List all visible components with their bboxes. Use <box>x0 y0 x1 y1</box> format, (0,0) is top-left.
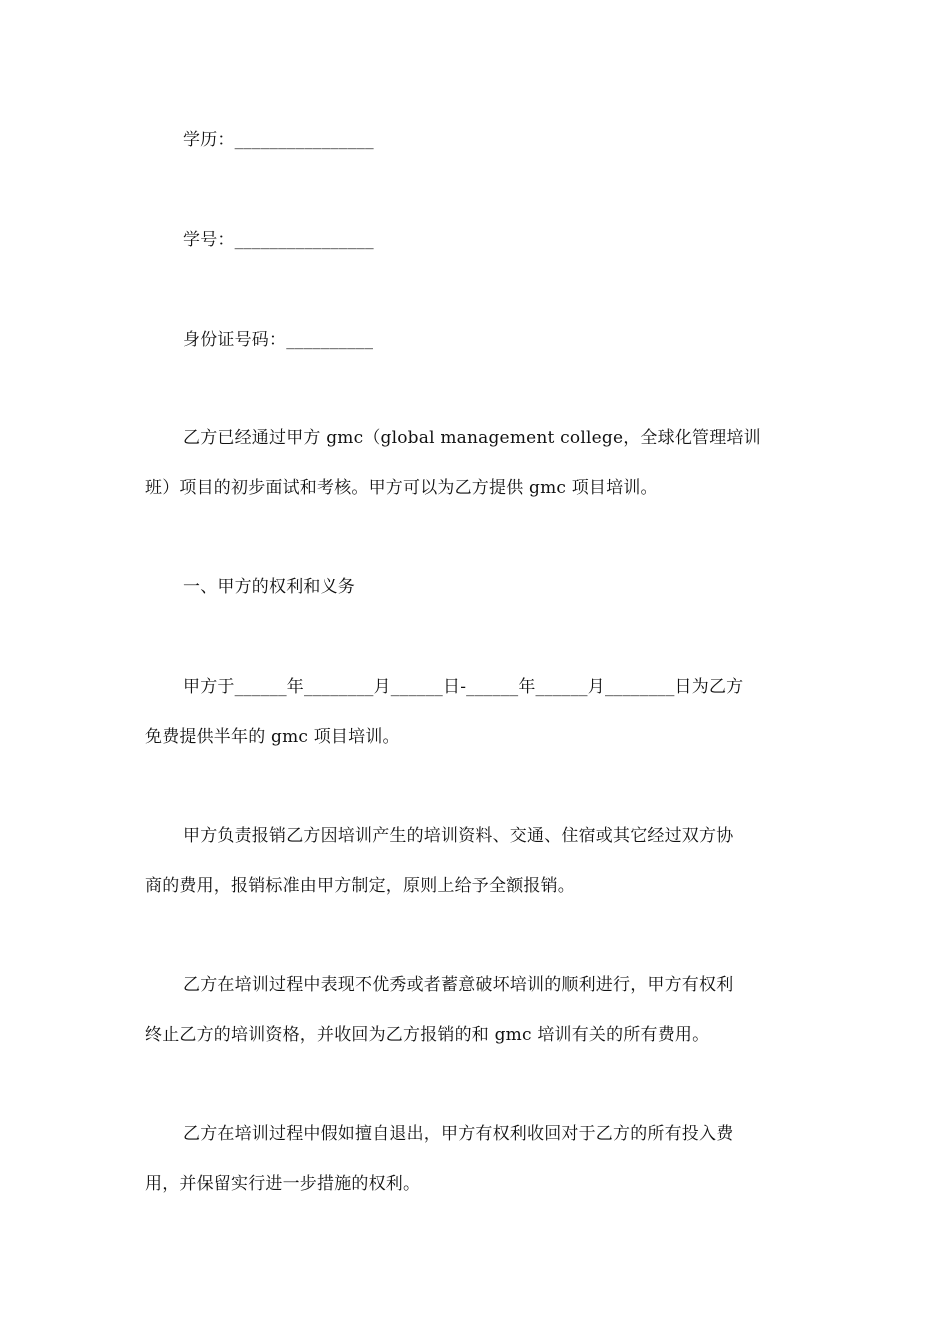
intro-paragraph-line-2: 班）项目的初步面试和考核。甲方可以为乙方提供 gmc 项目培训。 <box>145 478 658 498</box>
id-number-field: 身份证号码：__________ <box>183 330 374 350</box>
section-heading: 一、甲方的权利和义务 <box>183 577 355 597</box>
training-period-line-2: 免费提供半年的 gmc 项目培训。 <box>145 727 400 747</box>
termination-line-1: 乙方在培训过程中表现不优秀或者蓄意破坏培训的顺利进行，甲方有权利 <box>183 975 734 995</box>
training-period-line-1: 甲方于______年________月______日-______年______月________日为乙方 <box>183 677 744 697</box>
education-field: 学历：________________ <box>183 130 374 150</box>
withdrawal-line-1: 乙方在培训过程中假如擅自退出，甲方有权利收回对于乙方的所有投入费 <box>183 1124 734 1144</box>
reimbursement-line-2: 商的费用，报销标准由甲方制定，原则上给予全额报销。 <box>145 876 575 896</box>
intro-paragraph-line-1: 乙方已经通过甲方 gmc（global management college，全球化管理培训 <box>183 428 761 448</box>
student-id-field: 学号：________________ <box>183 230 374 250</box>
termination-line-2: 终止乙方的培训资格，并收回为乙方报销的和 gmc 培训有关的所有费用。 <box>145 1025 710 1045</box>
withdrawal-line-2: 用，并保留实行进一步措施的权利。 <box>145 1174 421 1194</box>
reimbursement-line-1: 甲方负责报销乙方因培训产生的培训资料、交通、住宿或其它经过双方协 <box>183 826 734 846</box>
